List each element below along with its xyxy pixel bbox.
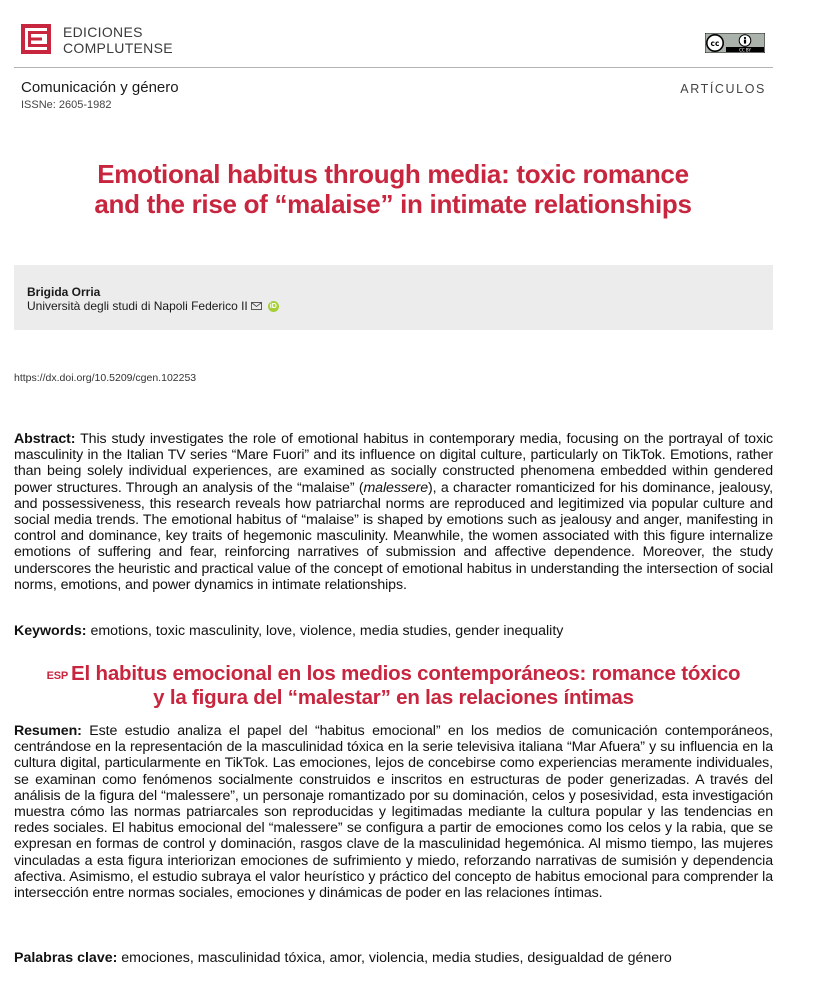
article-title-line1: Emotional habitus through media: toxic romance — [97, 159, 689, 189]
abstract-text-1: This study investigates the role of emotional habitus in contemporary media, focusing on the portrayal of toxic masculinity in the Italian TV series “Mare Fuori” and its influence on digital culture, particularly on TikTok. Emotions, rather than being solely individual experiences, are examined as socially constructed phenomena embedded within gendered power structures. Through an analysis of the “malaise” ( — [14, 431, 773, 496]
keywords-label: Keywords: — [14, 623, 87, 639]
journal-name: Comunicación y género — [21, 79, 179, 96]
cc-by-license-icon[interactable] — [705, 33, 765, 53]
email-icon[interactable] — [251, 302, 262, 310]
spanish-title-line2: y la figura del “malestar” en las relaciones íntimas — [153, 686, 634, 709]
publisher-logo-icon — [21, 24, 51, 54]
affiliation-text: Università degli studi di Napoli Federico II — [27, 299, 248, 313]
keywords — [14, 623, 773, 639]
abstract-text-italic: malessere — [363, 479, 429, 496]
author-name: Brigida Orria — [27, 285, 101, 299]
resumen-text: Este estudio analiza el papel del “habitus emocional” en los medios de comunicación contemporáneos, centrándose en la representación de la masculinidad tóxica en la serie televisiva italiana “Mar Afuera” y su influencia en la cultura digital, particularmente en TikTok. Las emociones, lejos de concebirse como experiencias meramente individuales, se examinan como fenómenos socialmente construidos e inscritos en estructuras de poder generizadas. A través del análisis de la figura del “malessere”, un personaje romantizado por su dominación, celos y posesividad, esta investigación muestra cómo las normas patriarcales son reproducidas y legitimadas mediante la cultura popular y las tendencias en redes sociales. El habitus emocional del “malessere” se configura a partir de emociones como los celos y la rabia, que se expresan en formas de control y dominación, rasgos clave de la masculinidad hegemónica. Al mismo tiempo, las mujeres vinculadas a esta figura interiorizan emociones de sufrimiento y miedo, reforzando narrativas de sumisión y dependencia afectiva. Asimismo, el estudio subraya el valor heurístico y práctico del concepto de habitus emocional para comprender la intersección entre normas sociales, emociones y dinámicas de poder en las relaciones íntimas. — [14, 723, 773, 902]
abstract-text-2: ), a character romanticized for his dominance, jealousy, and possessiveness, this research reveals how patriarchal norms are reproduced and legitimized via popular culture and social media trends. The emotional habitus of “malaise” is shaped by emotions such as jealousy and anger, manifesting in control and dominance, key traits of hegemonic masculinity. Meanwhile, the women associated with this figure internalize emotions of suffering and fear, reinforcing narratives of submission and affective dependence. Moreover, the study underscores the heuristic and practical value of the concept of emotional habitus in understanding the intersection of social norms, emotions, and power dynamics in intimate relationships. — [14, 479, 773, 593]
header-divider — [14, 67, 773, 68]
resumen — [14, 723, 773, 901]
issn: ISSNe: 2605-1982 — [21, 99, 112, 111]
orcid-icon[interactable]: iD — [269, 302, 277, 310]
publisher-name-line1: EDICIONES — [63, 24, 143, 40]
license-text: CC BY — [739, 47, 751, 53]
section-label: ARTÍCULOS — [680, 82, 766, 96]
language-tag: ESP — [46, 670, 69, 682]
author-box — [14, 265, 773, 330]
author-affiliation — [27, 299, 279, 313]
abstract — [14, 431, 773, 593]
doi-link[interactable]: https://dx.doi.org/10.5209/cgen.102253 — [14, 372, 197, 384]
publisher-name — [63, 24, 173, 56]
spanish-title — [14, 662, 773, 710]
palabras-clave-label: Palabras clave: — [14, 950, 118, 966]
abstract-label: Abstract: — [14, 431, 76, 447]
resumen-label: Resumen: — [14, 723, 82, 739]
publisher-name-line2: COMPLUTENSE — [63, 40, 173, 56]
article-title-line2: and the rise of “malaise” in intimate relationships — [94, 189, 692, 219]
article-title — [60, 159, 726, 219]
spanish-title-line1: El habitus emocional en los medios contemporáneos: romance tóxico — [71, 662, 741, 685]
svg-text:cc: cc — [710, 39, 720, 48]
palabras-clave — [14, 950, 773, 966]
palabras-clave-text: emociones, masculinidad tóxica, amor, violencia, media studies, desigualdad de género — [117, 950, 672, 966]
keywords-text: emotions, toxic masculinity, love, violence, media studies, gender inequality — [86, 623, 564, 639]
